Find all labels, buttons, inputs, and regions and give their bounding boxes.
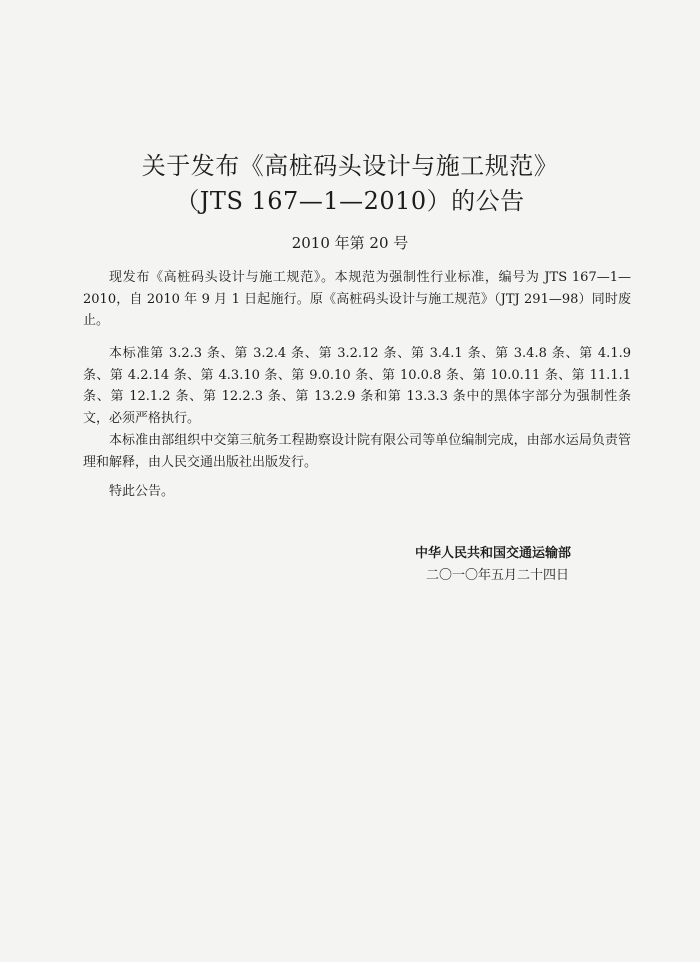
- paragraph-publication: 现发布《高桩码头设计与施工规范》。本规范为强制性行业标准，编号为 JTS 167—1—2010，自 2010 年 9 月 1 日起施行。原《高桩码头设计与施工规范》（JTJ 291—98）同时废止。: [83, 270, 631, 328]
- title-line-1: 关于发布《高桩码头设计与施工规范》: [141, 152, 559, 180]
- issuing-authority: 中华人民共和国交通运输部: [415, 546, 572, 561]
- title-line-2: （JTS 167—1—2010）的公告: [175, 187, 525, 215]
- issue-date: 二〇一〇年五月二十四日: [426, 568, 570, 583]
- paragraph-closing: 特此公告。: [109, 484, 175, 499]
- paragraph-compilation: 本标准由部组织中交第三航务工程勘察设计院有限公司等单位编制完成，由部水运局负责管理和解释，由人民交通出版社出版发行。: [83, 433, 631, 470]
- document-number: 2010 年第 20 号: [291, 234, 409, 252]
- paragraph-mandatory-clauses: 本标准第 3.2.3 条、第 3.2.4 条、第 3.2.12 条、第 3.4.1 条、第 3.4.8 条、第 4.1.9 条、第 4.2.14 条、第 4.3.10 条、第 9.0.10 条、第 10.0.8 条、第 10.0.11 条、第 11.1.1 条、第 12.1.2 条、第 12.2.3 条、第 13.2.9 条和第 13.3.3 条中的黑体字部分为强制性条文，必须严格执行。: [83, 346, 631, 426]
